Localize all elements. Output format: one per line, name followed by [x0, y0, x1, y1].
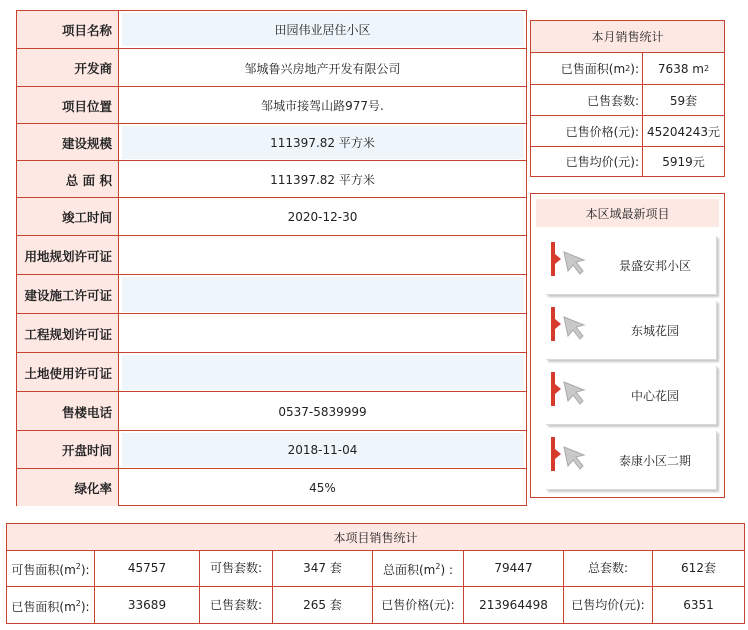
info-row-developer — [17, 48, 526, 87]
sold-price-label: 已售价格(元): — [373, 587, 464, 623]
info-row-green-rate — [17, 468, 526, 506]
total-area-label: 总面积$(m^2)$ : — [373, 551, 464, 587]
sold-avg-value: 6351 — [683, 597, 714, 612]
latest-project-link[interactable]: 泰康小区二期 — [618, 453, 691, 468]
available-units-value: 347 套 — [273, 551, 373, 587]
monthly-units-label: 已售套数: — [531, 85, 643, 115]
info-label: 竣工时间 — [17, 198, 119, 236]
cursor-arrow-icon — [562, 315, 588, 341]
info-value: 田园伟业居住小区 — [274, 23, 371, 37]
info-label: 售楼电话 — [17, 392, 119, 431]
monthly-sales-title: 本月销售统计 — [531, 21, 724, 53]
latest-project-item[interactable] — [546, 431, 717, 490]
latest-project-link[interactable]: 景盛安邦小区 — [618, 258, 691, 273]
monthly-price-value: 45204243元 — [646, 124, 721, 139]
info-label: 工程规划许可证 — [17, 314, 119, 353]
monthly-units-row — [531, 85, 724, 116]
monthly-area-value: 7638 m 2 — [657, 61, 710, 76]
info-row-opening — [17, 430, 526, 469]
info-value: 2018-11-04 — [287, 443, 358, 457]
available-area-label: 可售面积$(m^2)$: — [7, 551, 95, 587]
info-label: 土地使用许可证 — [17, 353, 119, 392]
info-label: 总 面 积 — [17, 161, 119, 198]
monthly-area-row — [531, 53, 724, 85]
project-sales-table — [6, 523, 745, 624]
monthly-avg-label: 已售均价(元): — [531, 147, 643, 176]
info-row-land-permit — [17, 235, 526, 275]
total-units-value: 612套 — [653, 551, 744, 587]
monthly-price-label: 已售价格(元): — [531, 116, 643, 146]
total-area-value: 79447 — [464, 551, 564, 587]
cursor-arrow-icon — [562, 250, 588, 276]
monthly-avg-row — [531, 147, 724, 176]
info-value: 邹城鲁兴房地产开发有限公司 — [244, 61, 401, 76]
info-row-completion — [17, 197, 526, 236]
sold-area-value: 33689 — [95, 587, 200, 623]
info-label: 项目位置 — [17, 87, 119, 124]
info-value: 45% — [309, 480, 336, 495]
cursor-arrow-icon — [562, 380, 588, 406]
info-row-name — [17, 11, 526, 48]
monthly-avg-value: 5919元 — [662, 155, 705, 169]
info-label: 用地规划许可证 — [17, 236, 119, 275]
cursor-arrow-icon — [562, 445, 588, 471]
info-value: 邹城市接驾山路977号. — [261, 99, 384, 113]
info-value: 2020-12-30 — [287, 210, 358, 224]
latest-project-item[interactable] — [546, 366, 717, 425]
project-info-table — [16, 10, 527, 506]
latest-project-link[interactable]: 东城花园 — [630, 323, 679, 338]
info-row-land-use-permit — [17, 352, 526, 392]
monthly-sales-panel — [530, 20, 725, 177]
info-label: 绿化率 — [17, 469, 119, 506]
info-row-construction-permit — [17, 274, 526, 314]
info-label: 项目名称 — [17, 11, 119, 48]
latest-project-item[interactable] — [546, 236, 717, 295]
latest-project-link[interactable]: 中心花园 — [630, 388, 679, 403]
latest-projects-title: 本区域最新项目 — [536, 199, 719, 227]
info-value: 111397.82 平方米 — [270, 173, 375, 187]
sold-avg-label: 已售均价(元): — [564, 587, 653, 623]
info-row-phone — [17, 391, 526, 431]
info-row-location — [17, 86, 526, 124]
info-value: 111397.82 平方米 — [270, 136, 375, 150]
sold-area-label: 已售面积$(m^2)$: — [7, 587, 95, 623]
latest-project-item[interactable] — [546, 301, 717, 360]
sold-price-value: 213964498 — [464, 587, 564, 623]
sold-units-label: 已售套数: — [200, 587, 273, 623]
available-area-value: 45757 — [95, 551, 200, 587]
monthly-price-row — [531, 116, 724, 147]
info-label: 开盘时间 — [17, 431, 119, 469]
latest-projects-panel — [530, 193, 725, 498]
info-row-scale — [17, 123, 526, 161]
monthly-units-value: 59套 — [669, 93, 698, 108]
sold-units-value: 265 套 — [273, 587, 373, 623]
info-value: 0537-5839999 — [278, 404, 367, 419]
total-units-label: 总套数: — [564, 551, 653, 587]
available-units-label: 可售套数: — [200, 551, 273, 587]
info-label: 开发商 — [17, 49, 119, 87]
monthly-area-label: 已售面积(m 2 ): — [531, 53, 643, 84]
info-label: 建设规模 — [17, 124, 119, 161]
info-row-planning-permit — [17, 313, 526, 353]
info-label: 建设施工许可证 — [17, 275, 119, 314]
project-sales-title: 本项目销售统计 — [7, 524, 744, 551]
info-row-total-area — [17, 160, 526, 198]
